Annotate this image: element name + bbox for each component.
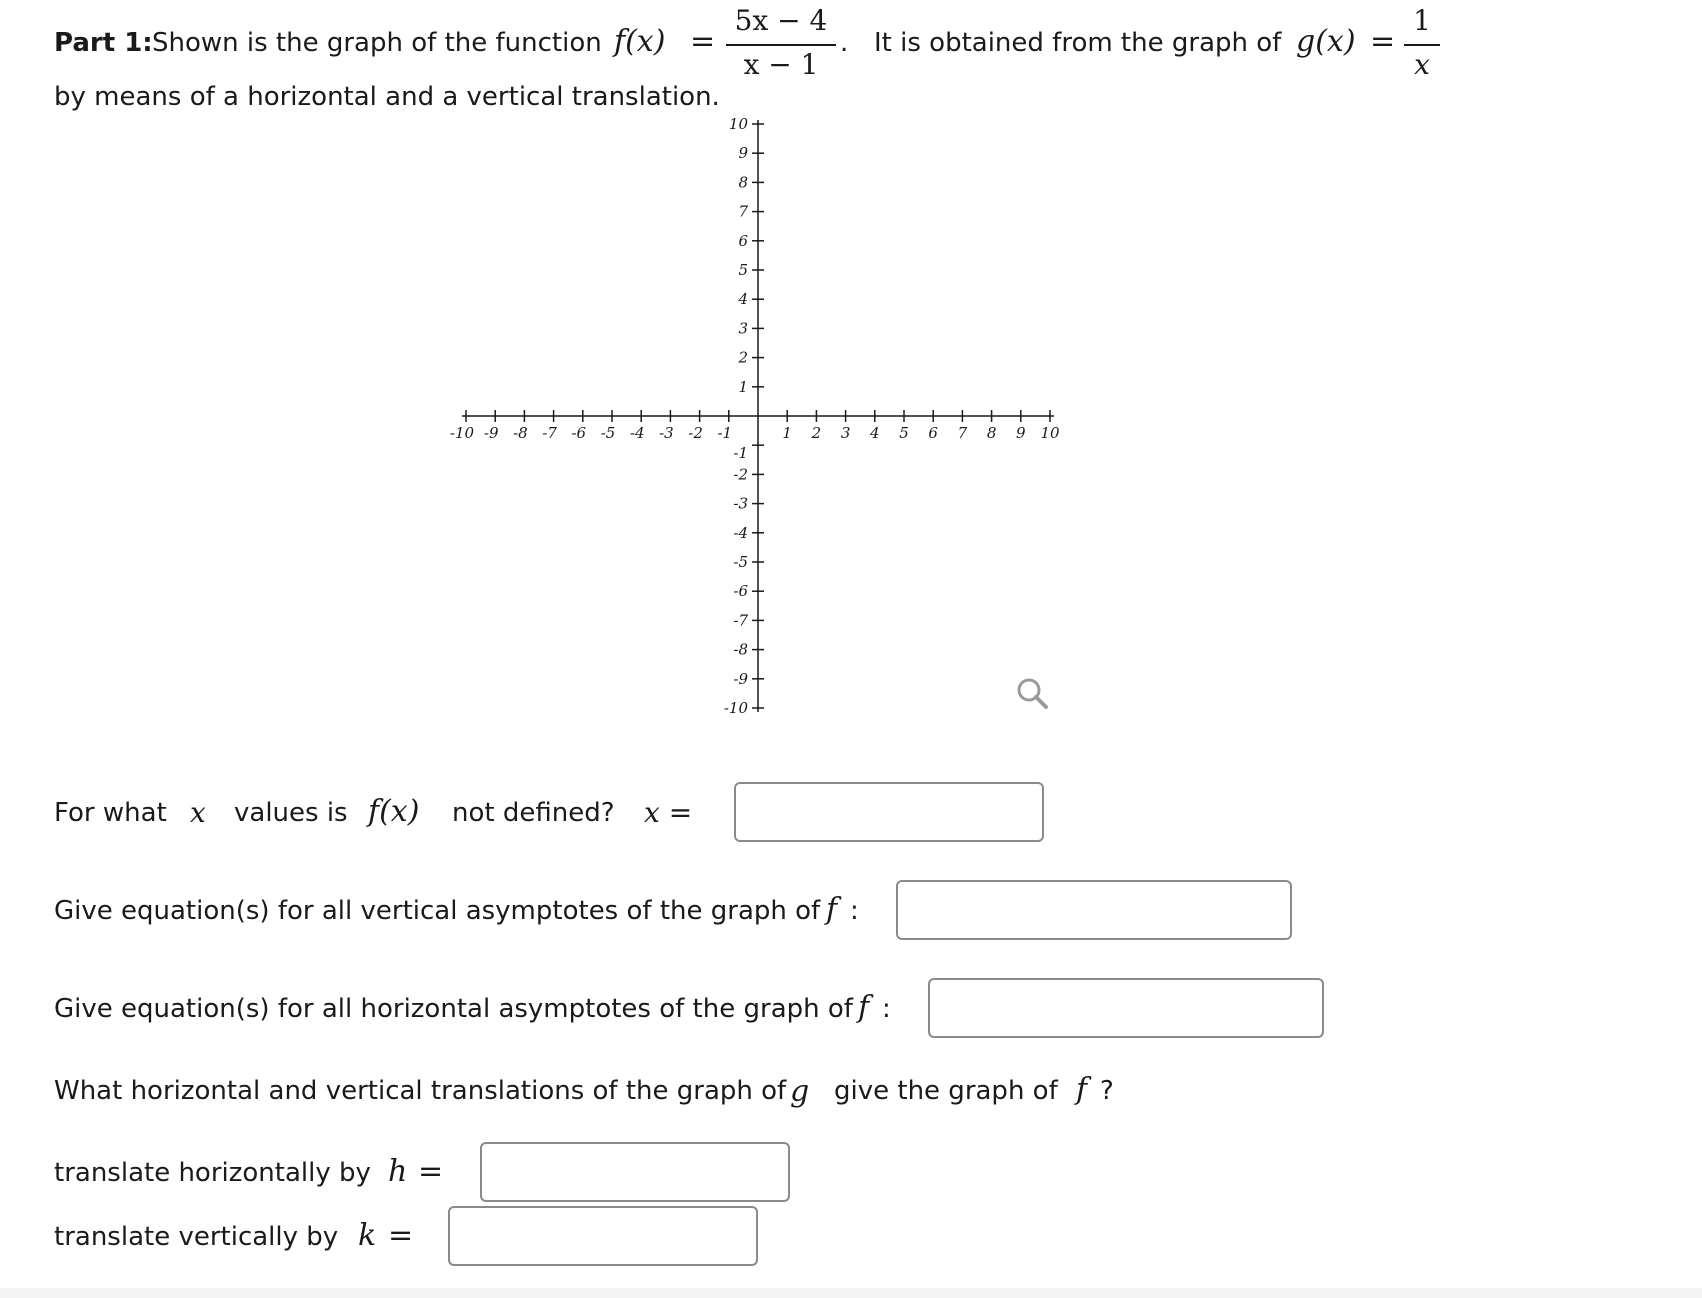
- equals-sign-g: =: [1370, 24, 1396, 59]
- y-tick-label: -6: [733, 582, 748, 601]
- horizontal-translation-input[interactable]: [480, 1142, 790, 1202]
- x-tick-label: -9: [483, 424, 499, 442]
- colon-vertical: :: [850, 896, 859, 926]
- x-tick-label: 8: [986, 424, 997, 442]
- y-tick-label: 10: [728, 115, 748, 133]
- x-tick-label: -8: [513, 424, 528, 442]
- vertical-asymptote-question: Give equation(s) for all vertical asymptotes of the graph of: [54, 896, 821, 926]
- x-tick-label: -2: [688, 424, 703, 442]
- x-tick-label: -3: [659, 424, 674, 442]
- var-x: x: [190, 796, 206, 829]
- y-tick-label: 3: [738, 319, 748, 338]
- y-tick-label: 9: [738, 144, 748, 163]
- y-tick-label: 1: [738, 377, 748, 396]
- k-var: k: [358, 1218, 377, 1253]
- intro-text: Shown is the graph of the function: [152, 28, 602, 58]
- k-equals: =: [388, 1218, 414, 1253]
- translate-vertical-label: translate vertically by: [54, 1222, 339, 1252]
- g-denominator: x: [1414, 48, 1430, 81]
- x-tick-label: -7: [542, 424, 557, 442]
- x-tick-label: 6: [928, 424, 938, 442]
- x-tick-label: 9: [1016, 424, 1026, 442]
- translation-question-2: give the graph of: [834, 1076, 1058, 1106]
- period: .: [840, 28, 849, 58]
- undefined-text-1: For what: [54, 798, 167, 828]
- f-numerator: 5x − 4: [734, 4, 828, 37]
- page-bottom-strip: [0, 1288, 1702, 1298]
- vertical-translation-input[interactable]: [448, 1206, 758, 1266]
- fraction-bar: [726, 44, 836, 46]
- colon-horizontal: :: [882, 994, 891, 1024]
- h-var: h: [388, 1154, 408, 1189]
- f-symbol-vertical: f: [826, 892, 838, 927]
- x-tick-label: 2: [811, 424, 822, 442]
- x-tick-label: 5: [899, 424, 909, 442]
- f-denominator: x − 1: [743, 48, 819, 81]
- equals-sign: =: [690, 24, 716, 59]
- x-tick-label: 4: [870, 424, 880, 442]
- y-tick-label: -10: [723, 699, 748, 717]
- h-equals: =: [418, 1154, 444, 1189]
- part-label: Part 1:: [54, 28, 153, 58]
- x-tick-label: 3: [840, 424, 851, 442]
- vertical-asymptote-input[interactable]: [896, 880, 1292, 940]
- f-of-x-label: f(x): [614, 24, 666, 59]
- y-tick-label: -5: [733, 553, 748, 571]
- translate-horizontal-label: translate horizontally by: [54, 1158, 371, 1188]
- y-tick-label: -9: [733, 669, 748, 688]
- obtained-text: It is obtained from the graph of: [874, 28, 1282, 58]
- fraction-bar-g: [1404, 44, 1440, 46]
- undefined-text-2: values is: [234, 798, 348, 828]
- y-tick-label: -7: [733, 611, 748, 630]
- g-fraction: [1404, 2, 1440, 84]
- y-tick-label: -1: [733, 444, 748, 463]
- translation-question-1: What horizontal and vertical translations of the graph of: [54, 1076, 787, 1106]
- x-tick-label: -4: [629, 424, 645, 442]
- g-of-x-label: g(x): [1296, 24, 1356, 59]
- undefined-text-3: not defined?: [452, 798, 615, 828]
- x-tick-label: -6: [571, 424, 587, 442]
- g-numerator: 1: [1413, 4, 1431, 37]
- g-symbol: g: [790, 1074, 810, 1109]
- y-tick-label: 6: [738, 231, 748, 250]
- y-tick-label: -2: [733, 465, 748, 484]
- horizontal-asymptote-question: Give equation(s) for all horizontal asymptotes of the graph of: [54, 994, 853, 1024]
- translation-text: by means of a horizontal and a vertical translation.: [54, 82, 720, 112]
- f-symbol-translation: f: [1076, 1072, 1088, 1107]
- x-tick-label: 1: [782, 424, 792, 442]
- y-tick-label: 4: [738, 290, 748, 309]
- x-tick-label: -5: [600, 424, 616, 442]
- undefined-x-input[interactable]: [734, 782, 1044, 842]
- magnifier-icon[interactable]: [1019, 680, 1046, 707]
- x-tick-label: -10: [450, 424, 475, 442]
- x-tick-label: -1: [717, 424, 733, 442]
- coordinate-graph[interactable]: [450, 110, 1070, 730]
- x-equals-label: x =: [644, 796, 693, 829]
- x-tick-label: 7: [957, 424, 968, 442]
- y-tick-label: -8: [733, 640, 748, 659]
- y-tick-label: -4: [733, 523, 748, 542]
- f-fraction: [726, 2, 836, 84]
- axes: [462, 120, 1054, 712]
- y-tick-label: 2: [738, 348, 748, 367]
- question-mark: ?: [1100, 1076, 1114, 1106]
- y-tick-label: -3: [733, 494, 748, 513]
- f-of-x-question: f(x): [368, 794, 420, 829]
- y-tick-label: 5: [738, 261, 748, 279]
- y-tick-label: 7: [738, 202, 748, 221]
- x-tick-labels: [450, 424, 1060, 442]
- x-tick-label: 10: [1040, 424, 1060, 442]
- y-tick-label: 8: [738, 173, 748, 192]
- f-symbol-horizontal: f: [858, 990, 870, 1025]
- horizontal-asymptote-input[interactable]: [928, 978, 1324, 1038]
